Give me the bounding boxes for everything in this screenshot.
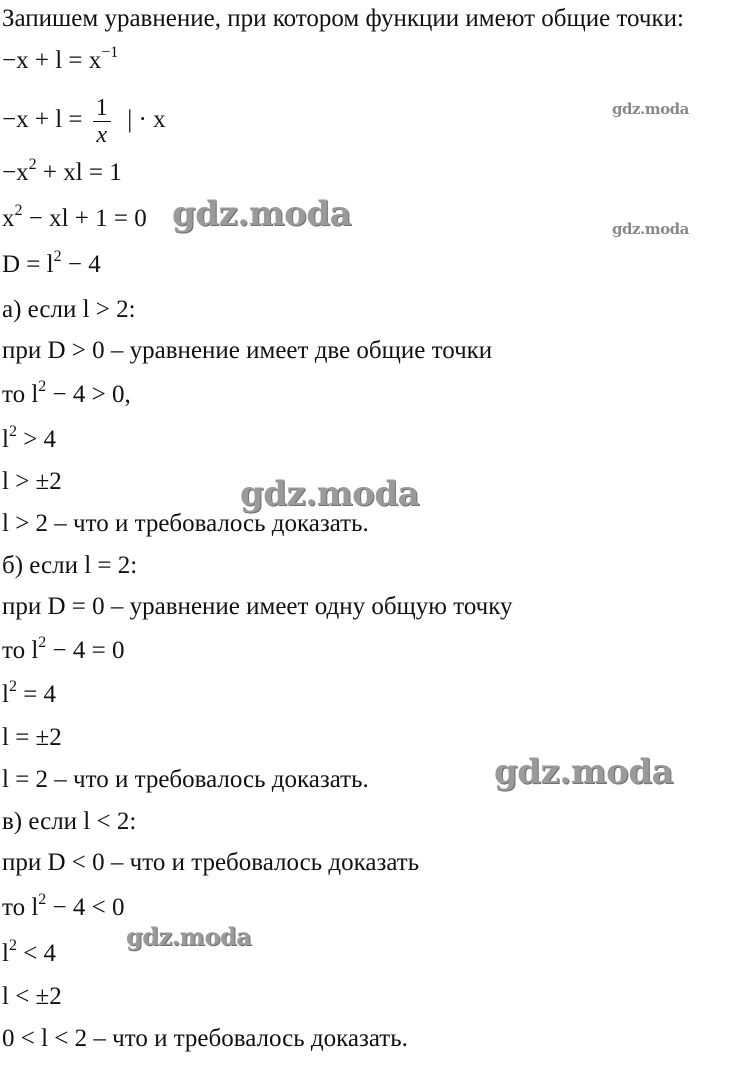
case-c-line-3: $l^2 < 4$ [2,937,57,967]
case-c-line-2: то $l^2 - 4 < 0$ [2,891,125,921]
case-b-line-2: то $l^2 - 4 = 0$ [2,634,125,664]
case-c-heading: в) если l < 2: [2,808,137,835]
case-b-line-1: при D = 0 – уравнение имеет одну общую точку [2,593,513,620]
equation-4: $x^2$ − xl + 1 = 0 [2,202,147,232]
equation-3: $-x^2$ + xl = 1 [2,156,122,186]
case-a-line-2: то $l^2 - 4 > 0$, [2,378,131,408]
equation-discriminant: $D = l^2 - 4$ [2,248,101,278]
fraction: $\frac{1}{x}$ [93,95,111,148]
equation-2: −x + l = $\frac{1}{x}$ | · x [2,95,166,148]
watermark: gdz.moda [126,922,252,951]
watermark: gdz.moda [612,100,689,118]
watermark: gdz.moda [172,194,352,234]
case-b-line-3: $l^2 = 4$ [2,678,57,708]
case-a-line-3: $l^2 > 4$ [2,423,57,453]
watermark: gdz.moda [612,220,689,238]
case-a-conclusion: l > 2 – что и требовалось доказать. [2,510,369,537]
watermark: gdz.moda [240,474,420,514]
case-c-line-1: при D < 0 – что и требовалось доказать [2,849,420,876]
case-c-line-4: l < ±2 [2,983,62,1010]
watermark: gdz.moda [494,752,674,792]
intro-text: Запишем уравнение, при котором функции имеют общие точки: [2,5,684,32]
case-a-heading: а) если l > 2: [2,296,136,323]
equation-1: $-x + l = x^{-1}$ [2,44,119,74]
case-c-conclusion: 0 < l < 2 – что и требовалось доказать. [2,1025,408,1052]
case-b-heading: б) если l = 2: [2,552,138,579]
case-b-conclusion: l = 2 – что и требовалось доказать. [2,766,369,793]
case-a-line-4: l > ±2 [2,468,62,495]
case-b-line-4: l = ±2 [2,724,62,751]
case-a-line-1: при D > 0 – уравнение имеет две общие точки [2,337,493,364]
